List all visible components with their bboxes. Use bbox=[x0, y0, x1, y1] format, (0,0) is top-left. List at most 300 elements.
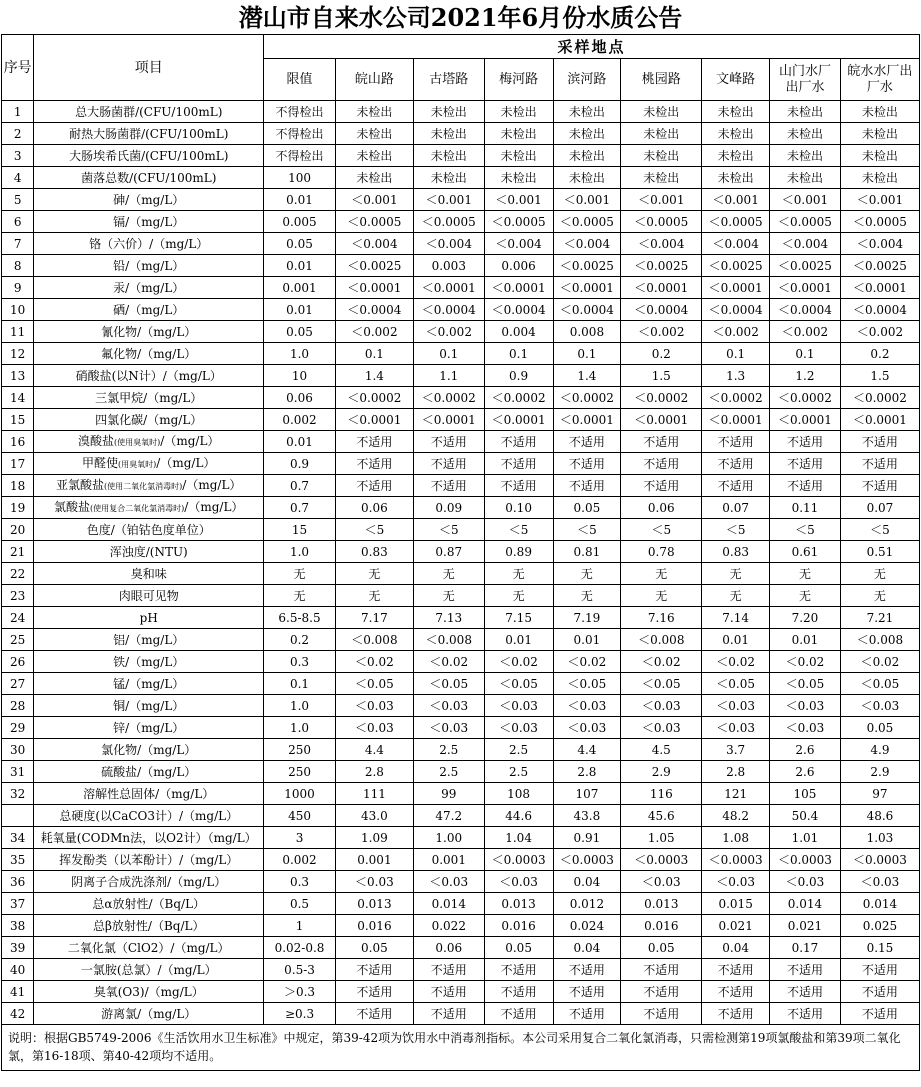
limit-value: 0.5-3 bbox=[264, 959, 336, 981]
row-number: 22 bbox=[2, 563, 34, 585]
table-row bbox=[2, 431, 920, 453]
measured-value: ＜0.004 bbox=[770, 233, 841, 255]
table-row bbox=[2, 937, 920, 959]
measured-value: ＜0.008 bbox=[335, 629, 413, 651]
measured-value: 1.4 bbox=[553, 365, 621, 387]
measured-value: 未检出 bbox=[621, 167, 702, 189]
measured-value: 不适用 bbox=[770, 431, 841, 453]
measured-value: 7.16 bbox=[621, 607, 702, 629]
measured-value: 0.05 bbox=[553, 497, 621, 519]
measured-value: 1.4 bbox=[335, 365, 413, 387]
measured-value: ＜5 bbox=[413, 519, 484, 541]
header-seq: 序号 bbox=[2, 35, 34, 101]
measured-value: ＜0.03 bbox=[335, 717, 413, 739]
row-number: 29 bbox=[2, 717, 34, 739]
measured-value: 未检出 bbox=[413, 145, 484, 167]
measured-value: ＜0.0005 bbox=[413, 211, 484, 233]
measured-value: ＜0.03 bbox=[770, 871, 841, 893]
limit-value: 0.7 bbox=[264, 497, 336, 519]
measured-value: 0.15 bbox=[840, 937, 919, 959]
measured-value: 无 bbox=[770, 585, 841, 607]
measured-value: ＜0.0005 bbox=[840, 211, 919, 233]
measured-value: ＜0.03 bbox=[553, 695, 621, 717]
measured-value: 无 bbox=[335, 585, 413, 607]
measured-value: ＜0.03 bbox=[770, 695, 841, 717]
measured-value: 0.001 bbox=[413, 849, 484, 871]
header-site: 滨河路 bbox=[553, 59, 621, 101]
limit-value: 0.06 bbox=[264, 387, 336, 409]
measured-value: 0.1 bbox=[702, 343, 770, 365]
measured-value: 2.8 bbox=[702, 761, 770, 783]
row-number: 16 bbox=[2, 431, 34, 453]
row-number: 38 bbox=[2, 915, 34, 937]
measured-value: 未检出 bbox=[770, 101, 841, 123]
measured-value: 无 bbox=[621, 563, 702, 585]
measured-value: ＜0.0001 bbox=[484, 409, 553, 431]
table-row bbox=[2, 541, 920, 563]
measured-value: 0.1 bbox=[484, 343, 553, 365]
measured-value: 2.6 bbox=[770, 739, 841, 761]
limit-value: 0.005 bbox=[264, 211, 336, 233]
row-number: 40 bbox=[2, 959, 34, 981]
item-name-condition: (使用复合二氧化氯消毒时) bbox=[90, 503, 185, 513]
measured-value: ＜0.03 bbox=[413, 695, 484, 717]
measured-value: 45.6 bbox=[621, 805, 702, 827]
measured-value: 未检出 bbox=[553, 145, 621, 167]
measured-value: ＜0.001 bbox=[840, 189, 919, 211]
measured-value: ＜0.001 bbox=[413, 189, 484, 211]
measured-value: 未检出 bbox=[770, 145, 841, 167]
measured-value: ＜0.0025 bbox=[553, 255, 621, 277]
measured-value: ＜5 bbox=[840, 519, 919, 541]
measured-value: 111 bbox=[335, 783, 413, 805]
limit-value: 100 bbox=[264, 167, 336, 189]
item-name-condition: (用臭氧时) bbox=[118, 459, 157, 469]
measured-value: ＜0.0004 bbox=[335, 299, 413, 321]
table-row bbox=[2, 651, 920, 673]
measured-value: ＜0.0003 bbox=[484, 849, 553, 871]
measured-value: 不适用 bbox=[702, 431, 770, 453]
measured-value: 7.20 bbox=[770, 607, 841, 629]
measured-value: ＜0.001 bbox=[553, 189, 621, 211]
measured-value: ＜0.03 bbox=[840, 695, 919, 717]
measured-value: 不适用 bbox=[335, 959, 413, 981]
limit-value: 0.2 bbox=[264, 629, 336, 651]
measured-value: ＜0.03 bbox=[484, 871, 553, 893]
measured-value: 0.2 bbox=[840, 343, 919, 365]
measured-value: 4.4 bbox=[553, 739, 621, 761]
measured-value: 无 bbox=[413, 563, 484, 585]
table-row bbox=[2, 827, 920, 849]
measured-value: ＜0.02 bbox=[621, 651, 702, 673]
row-number: 34 bbox=[2, 827, 34, 849]
table-row bbox=[2, 607, 920, 629]
item-name: 一氯胺(总氯）/（mg/L） bbox=[34, 959, 264, 981]
measured-value: 不适用 bbox=[770, 453, 841, 475]
limit-value: 0.01 bbox=[264, 189, 336, 211]
measured-value: 不适用 bbox=[413, 981, 484, 1003]
limit-value: 1.0 bbox=[264, 717, 336, 739]
water-quality-table bbox=[1, 34, 920, 1071]
item-name: 耗氧量(CODMn法，以O2计）（mg/L） bbox=[34, 827, 264, 849]
measured-value: 1.01 bbox=[770, 827, 841, 849]
limit-value: 1.0 bbox=[264, 541, 336, 563]
item-name: 大肠埃希氏菌/(CFU/100mL) bbox=[34, 145, 264, 167]
item-name-unit: /（mg/L） bbox=[184, 499, 244, 514]
row-number: 3 bbox=[2, 145, 34, 167]
measured-value: 未检出 bbox=[484, 101, 553, 123]
row-number: 4 bbox=[2, 167, 34, 189]
measured-value: ＜0.0002 bbox=[413, 387, 484, 409]
header-site: 皖水水厂出厂水 bbox=[840, 59, 919, 101]
row-number: 20 bbox=[2, 519, 34, 541]
table-row bbox=[2, 497, 920, 519]
measured-value: 7.13 bbox=[413, 607, 484, 629]
row-number: 5 bbox=[2, 189, 34, 211]
row-number: 6 bbox=[2, 211, 34, 233]
measured-value: ＜0.05 bbox=[335, 673, 413, 695]
measured-value: 0.17 bbox=[770, 937, 841, 959]
measured-value: 不适用 bbox=[484, 431, 553, 453]
measured-value: 2.9 bbox=[840, 761, 919, 783]
measured-value: ＜0.0003 bbox=[702, 849, 770, 871]
measured-value: 不适用 bbox=[335, 1003, 413, 1025]
measured-value: 未检出 bbox=[484, 145, 553, 167]
table-row bbox=[2, 277, 920, 299]
measured-value: ＜0.001 bbox=[484, 189, 553, 211]
row-number: 11 bbox=[2, 321, 34, 343]
measured-value: 7.21 bbox=[840, 607, 919, 629]
header-site: 山门水厂出厂水 bbox=[770, 59, 841, 101]
measured-value: 不适用 bbox=[702, 475, 770, 497]
limit-value: 不得检出 bbox=[264, 123, 336, 145]
measured-value: 0.001 bbox=[335, 849, 413, 871]
limit-value: 1.0 bbox=[264, 695, 336, 717]
measured-value: 1.03 bbox=[840, 827, 919, 849]
limit-value: ＞0.3 bbox=[264, 981, 336, 1003]
measured-value: ＜5 bbox=[553, 519, 621, 541]
measured-value: ＜0.0003 bbox=[553, 849, 621, 871]
measured-value: 不适用 bbox=[413, 1003, 484, 1025]
limit-value: 无 bbox=[264, 563, 336, 585]
measured-value: ＜0.02 bbox=[335, 651, 413, 673]
row-number: 2 bbox=[2, 123, 34, 145]
table-row bbox=[2, 255, 920, 277]
measured-value: 不适用 bbox=[702, 1003, 770, 1025]
measured-value: 0.06 bbox=[413, 937, 484, 959]
row-number: 18 bbox=[2, 475, 34, 497]
measured-value: 2.5 bbox=[484, 761, 553, 783]
measured-value: 1.00 bbox=[413, 827, 484, 849]
measured-value: 2.6 bbox=[770, 761, 841, 783]
table-row bbox=[2, 783, 920, 805]
measured-value: 4.5 bbox=[621, 739, 702, 761]
measured-value: ＜0.02 bbox=[553, 651, 621, 673]
measured-value: 未检出 bbox=[553, 167, 621, 189]
measured-value: ＜0.0003 bbox=[621, 849, 702, 871]
measured-value: 7.14 bbox=[702, 607, 770, 629]
measured-value: 不适用 bbox=[840, 453, 919, 475]
measured-value: ＜0.0001 bbox=[335, 409, 413, 431]
measured-value: 2.5 bbox=[413, 761, 484, 783]
limit-value: 0.01 bbox=[264, 431, 336, 453]
measured-value: 不适用 bbox=[413, 475, 484, 497]
measured-value: 未检出 bbox=[840, 145, 919, 167]
measured-value: 44.6 bbox=[484, 805, 553, 827]
measured-value: 0.013 bbox=[335, 893, 413, 915]
measured-value: ＜0.0002 bbox=[770, 387, 841, 409]
measured-value: ＜0.0003 bbox=[840, 849, 919, 871]
measured-value: 105 bbox=[770, 783, 841, 805]
measured-value: ＜0.03 bbox=[702, 717, 770, 739]
measured-value: 0.06 bbox=[335, 497, 413, 519]
measured-value: 0.87 bbox=[413, 541, 484, 563]
measured-value: 不适用 bbox=[553, 453, 621, 475]
table-row bbox=[2, 739, 920, 761]
measured-value: ＜0.0025 bbox=[770, 255, 841, 277]
measured-value: 0.008 bbox=[553, 321, 621, 343]
item-name: 锌/（mg/L） bbox=[34, 717, 264, 739]
measured-value: ＜0.0001 bbox=[553, 277, 621, 299]
measured-value: 未检出 bbox=[770, 167, 841, 189]
table-row bbox=[2, 365, 920, 387]
measured-value: 0.81 bbox=[553, 541, 621, 563]
measured-value: 48.6 bbox=[840, 805, 919, 827]
measured-value: ＜0.0004 bbox=[770, 299, 841, 321]
measured-value: ＜0.03 bbox=[840, 871, 919, 893]
measured-value: ＜0.03 bbox=[484, 717, 553, 739]
measured-value: 0.004 bbox=[484, 321, 553, 343]
measured-value: ＜5 bbox=[702, 519, 770, 541]
header-item: 项目 bbox=[34, 35, 264, 101]
measured-value: ＜0.02 bbox=[770, 651, 841, 673]
measured-value: 未检出 bbox=[840, 123, 919, 145]
measured-value: ＜0.0004 bbox=[413, 299, 484, 321]
measured-value: ＜0.03 bbox=[335, 871, 413, 893]
measured-value: 0.016 bbox=[484, 915, 553, 937]
measured-value: 0.013 bbox=[484, 893, 553, 915]
table-row bbox=[2, 871, 920, 893]
measured-value: ＜0.0002 bbox=[484, 387, 553, 409]
measured-value: ＜0.05 bbox=[484, 673, 553, 695]
measured-value: 2.8 bbox=[553, 761, 621, 783]
item-name: pH bbox=[34, 607, 264, 629]
measured-value: 不适用 bbox=[335, 981, 413, 1003]
measured-value: 未检出 bbox=[621, 123, 702, 145]
measured-value: 0.024 bbox=[553, 915, 621, 937]
row-number: 14 bbox=[2, 387, 34, 409]
measured-value: ＜0.05 bbox=[840, 673, 919, 695]
measured-value: 未检出 bbox=[840, 167, 919, 189]
measured-value: ＜0.0001 bbox=[413, 409, 484, 431]
table-row bbox=[2, 409, 920, 431]
measured-value: 7.15 bbox=[484, 607, 553, 629]
item-name: 溶解性总固体/（mg/L） bbox=[34, 783, 264, 805]
measured-value: 不适用 bbox=[484, 959, 553, 981]
item-name: 氯化物/（mg/L） bbox=[34, 739, 264, 761]
item-name: 菌落总数/(CFU/100mL) bbox=[34, 167, 264, 189]
measured-value: ＜0.0005 bbox=[553, 211, 621, 233]
item-name: 色度/（铂钴色度单位） bbox=[34, 519, 264, 541]
measured-value: 0.1 bbox=[770, 343, 841, 365]
measured-value: 1.08 bbox=[702, 827, 770, 849]
table-row bbox=[2, 981, 920, 1003]
item-name: 二氧化氯（ClO2）/（mg/L） bbox=[34, 937, 264, 959]
measured-value: 0.10 bbox=[484, 497, 553, 519]
measured-value: ＜5 bbox=[770, 519, 841, 541]
measured-value: ＜0.0001 bbox=[335, 277, 413, 299]
table-row bbox=[2, 211, 920, 233]
limit-value: 不得检出 bbox=[264, 145, 336, 167]
measured-value: 不适用 bbox=[484, 475, 553, 497]
measured-value: 0.09 bbox=[413, 497, 484, 519]
measured-value: ＜0.03 bbox=[621, 717, 702, 739]
row-number: 8 bbox=[2, 255, 34, 277]
table-row bbox=[2, 519, 920, 541]
row-number: 7 bbox=[2, 233, 34, 255]
item-name-unit: /（mg/L） bbox=[156, 455, 216, 470]
measured-value: 0.04 bbox=[702, 937, 770, 959]
measured-value: ＜0.008 bbox=[840, 629, 919, 651]
measured-value: 无 bbox=[553, 563, 621, 585]
row-number: 25 bbox=[2, 629, 34, 651]
limit-value: 0.02-0.8 bbox=[264, 937, 336, 959]
measured-value: ＜0.0005 bbox=[621, 211, 702, 233]
measured-value: 0.51 bbox=[840, 541, 919, 563]
measured-value: 47.2 bbox=[413, 805, 484, 827]
measured-value: ＜0.001 bbox=[335, 189, 413, 211]
row-number: 23 bbox=[2, 585, 34, 607]
item-name: 硒/（mg/L） bbox=[34, 299, 264, 321]
measured-value: 0.01 bbox=[553, 629, 621, 651]
item-name: 总大肠菌群/(CFU/100mL) bbox=[34, 101, 264, 123]
measured-value: 未检出 bbox=[553, 101, 621, 123]
measured-value: ＜0.0001 bbox=[770, 409, 841, 431]
measured-value: 未检出 bbox=[702, 167, 770, 189]
item-name-main: 亚氯酸盐 bbox=[56, 477, 105, 492]
limit-value: 450 bbox=[264, 805, 336, 827]
table-row bbox=[2, 893, 920, 915]
limit-value: 0.05 bbox=[264, 321, 336, 343]
measured-value: 不适用 bbox=[840, 475, 919, 497]
measured-value: 50.4 bbox=[770, 805, 841, 827]
row-number: 36 bbox=[2, 871, 34, 893]
limit-value: ≥0.3 bbox=[264, 1003, 336, 1025]
measured-value: ＜0.0002 bbox=[553, 387, 621, 409]
footnote: 说明：根据GB5749-2006《生活饮用水卫生标准》中规定，第39-42项为饮用水中消毒剂指标。本公司采用复合二氧化氯消毒，只需检测第19项氯酸盐和第39项二氧化氯，第16-18项、第40-42项均不适用。 bbox=[2, 1025, 920, 1071]
measured-value: 116 bbox=[621, 783, 702, 805]
item-name: 浑浊度/(NTU) bbox=[34, 541, 264, 563]
row-number: 27 bbox=[2, 673, 34, 695]
measured-value: ＜0.004 bbox=[553, 233, 621, 255]
item-name: 总β放射性/（Bq/L） bbox=[34, 915, 264, 937]
measured-value: 0.9 bbox=[484, 365, 553, 387]
measured-value: ＜0.0001 bbox=[621, 409, 702, 431]
measured-value: ＜0.03 bbox=[484, 695, 553, 717]
measured-value: 未检出 bbox=[702, 123, 770, 145]
row-number: 37 bbox=[2, 893, 34, 915]
measured-value: ＜0.004 bbox=[840, 233, 919, 255]
item-name bbox=[34, 475, 264, 497]
measured-value: ＜0.03 bbox=[702, 871, 770, 893]
row-number: 31 bbox=[2, 761, 34, 783]
item-name-unit: /（mg/L） bbox=[160, 433, 220, 448]
measured-value: ＜0.03 bbox=[702, 695, 770, 717]
measured-value: 无 bbox=[484, 563, 553, 585]
limit-value: 0.7 bbox=[264, 475, 336, 497]
measured-value: 0.016 bbox=[335, 915, 413, 937]
limit-value: 0.01 bbox=[264, 255, 336, 277]
item-name-main: 溴酸盐 bbox=[78, 433, 115, 448]
measured-value: 未检出 bbox=[335, 101, 413, 123]
measured-value: 未检出 bbox=[335, 123, 413, 145]
measured-value: 2.8 bbox=[335, 761, 413, 783]
table-row bbox=[2, 849, 920, 871]
measured-value: 不适用 bbox=[840, 1003, 919, 1025]
row-number: 17 bbox=[2, 453, 34, 475]
measured-value: 无 bbox=[413, 585, 484, 607]
limit-value: 1000 bbox=[264, 783, 336, 805]
measured-value: 4.4 bbox=[335, 739, 413, 761]
row-number: 1 bbox=[2, 101, 34, 123]
measured-value: 未检出 bbox=[413, 123, 484, 145]
measured-value: 0.1 bbox=[553, 343, 621, 365]
measured-value: ＜0.0001 bbox=[413, 277, 484, 299]
table-row bbox=[2, 585, 920, 607]
measured-value: 无 bbox=[840, 563, 919, 585]
measured-value: 0.78 bbox=[621, 541, 702, 563]
measured-value: 不适用 bbox=[621, 431, 702, 453]
measured-value: 1.05 bbox=[621, 827, 702, 849]
measured-value: 1.3 bbox=[702, 365, 770, 387]
measured-value: ＜5 bbox=[621, 519, 702, 541]
measured-value: 不适用 bbox=[840, 981, 919, 1003]
row-number: 35 bbox=[2, 849, 34, 871]
measured-value: ＜0.0001 bbox=[840, 409, 919, 431]
measured-value: ＜0.0002 bbox=[702, 387, 770, 409]
measured-value: 2.5 bbox=[413, 739, 484, 761]
measured-value: 不适用 bbox=[770, 959, 841, 981]
row-number: 13 bbox=[2, 365, 34, 387]
measured-value: ＜0.004 bbox=[621, 233, 702, 255]
measured-value: 0.022 bbox=[413, 915, 484, 937]
table-row bbox=[2, 695, 920, 717]
item-name: 游离氯/（mg/L） bbox=[34, 1003, 264, 1025]
table-row bbox=[2, 629, 920, 651]
measured-value: 0.05 bbox=[335, 937, 413, 959]
measured-value: 不适用 bbox=[335, 453, 413, 475]
limit-value: 250 bbox=[264, 739, 336, 761]
measured-value: 0.01 bbox=[484, 629, 553, 651]
row-number: 30 bbox=[2, 739, 34, 761]
table-row bbox=[2, 915, 920, 937]
measured-value: 0.003 bbox=[413, 255, 484, 277]
measured-value: ＜0.0004 bbox=[553, 299, 621, 321]
table-row bbox=[2, 189, 920, 211]
item-name-unit: /（mg/L） bbox=[182, 477, 242, 492]
table-row bbox=[2, 233, 920, 255]
limit-value: 0.002 bbox=[264, 849, 336, 871]
measured-value: ＜0.002 bbox=[413, 321, 484, 343]
limit-value: 0.1 bbox=[264, 673, 336, 695]
measured-value: 未检出 bbox=[335, 145, 413, 167]
row-number: 19 bbox=[2, 497, 34, 519]
measured-value: 不适用 bbox=[621, 1003, 702, 1025]
measured-value: 不适用 bbox=[621, 959, 702, 981]
table-row bbox=[2, 453, 920, 475]
measured-value: 无 bbox=[335, 563, 413, 585]
table-row bbox=[2, 167, 920, 189]
